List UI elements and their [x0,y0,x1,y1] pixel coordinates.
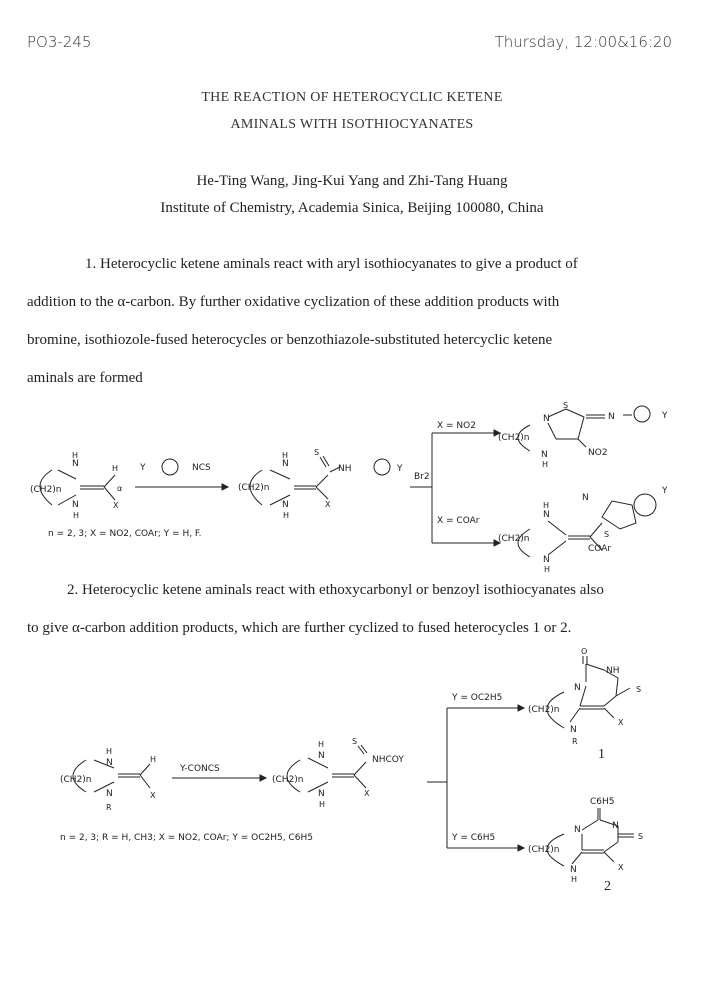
scheme-atom: H [319,800,326,809]
scheme-atom: X [325,500,331,509]
scheme-atom: S [352,737,358,746]
scheme-atom: N [72,459,79,469]
scheme-atom: N [612,821,619,831]
author-names: He-Ting Wang, Jing-Kui Yang and Zhi-Tang Huang [196,173,508,189]
scheme-atom: S [314,448,320,457]
scheme-atom: N [574,825,581,835]
scheme-atom: N [543,555,550,565]
scheme-atom: H [73,511,80,520]
product-number-2: 2 [604,879,611,894]
scheme-atom: COAr [588,544,612,554]
scheme-atom: N [541,450,548,460]
scheme-atom: N [543,414,550,424]
scheme-atom: H [283,511,290,520]
scheme-atom: S [563,401,569,410]
scheme-group: (CH2)n [528,705,560,715]
scheme-group: (CH2)n [60,775,92,785]
scheme-atom: N [318,751,325,761]
scheme-atom: H [571,875,578,884]
scheme-atom: N [543,510,550,520]
scheme-atom: N [72,500,79,510]
scheme-atom: N [570,865,577,875]
scheme-atom: N [574,683,581,693]
scheme-atom: S [604,530,610,539]
session-time: Thursday, 12:00&16:20 [494,33,672,51]
scheme-atom: N [570,725,577,735]
scheme-atom: N [106,758,113,768]
scheme-atom: Y [662,411,668,421]
scheme-group: (CH2)n [238,483,270,493]
scheme2-branch-top: Y = OC2H5 [452,693,503,703]
scheme-atom: S [638,832,644,841]
scheme-atom: N [106,789,113,799]
scheme-atom: N [318,789,325,799]
scheme-conditions: n = 2, 3; X = NO2, COAr; Y = H, F. [48,529,202,539]
scheme-atom: H [150,755,157,764]
scheme-atom: H [318,740,325,749]
scheme-reagent: NCS [192,463,211,473]
author-institute: Institute of Chemistry, Academia Sinica, Beijing 100080, China [160,200,544,216]
scheme-atom: Y [397,464,403,474]
reaction-scheme-2 [0,647,704,900]
scheme-atom: N [608,412,615,422]
scheme-atom: R [106,803,112,812]
scheme-atom: C6H5 [590,797,615,807]
reaction-scheme-1 [0,401,704,574]
scheme-atom: NO2 [588,448,608,458]
scheme-branch-top: X = NO2 [437,421,476,431]
paragraph-1-line: aminals are formed [27,370,143,386]
paragraph-2-line: to give α-carbon addition products, which are further cyclized to fused heterocycles 1 or 2. [27,620,572,636]
scheme-atom: Y [662,486,668,496]
scheme-group: (CH2)n [30,485,62,495]
product-number-1: 1 [598,747,605,762]
scheme-atom: H [543,501,550,510]
scheme-atom: X [618,718,624,727]
paragraph-1 [27,245,675,397]
paragraph-1-line: bromine, isothiozole-fused heterocycles or benzothiazole-substituted hetercyclic ketene [27,332,553,348]
scheme-group: (CH2)n [272,775,304,785]
scheme2-branch-bottom: Y = C6H5 [452,833,496,843]
title-line-1: THE REACTION OF HETEROCYCLIC KETENE [201,90,503,105]
scheme-atom: X [150,791,156,800]
scheme-atom: Y [140,463,146,473]
scheme-group: (CH2)n [498,433,530,443]
scheme2-conditions: n = 2, 3; R = H, CH3; X = NO2, COAr; Y = OC2H5, C6H5 [60,833,313,843]
title-line-2: AMINALS WITH ISOTHIOCYANATES [230,117,474,132]
scheme-atom: H [106,747,113,756]
scheme-group: (CH2)n [528,845,560,855]
paragraph-2-line: 2. Heterocyclic ketene aminals react with ethoxycarbonyl or benzoyl isothiocyanates also [67,582,604,598]
scheme-atom: H [72,451,79,460]
scheme-atom: X [364,789,370,798]
scheme-atom: X [113,501,119,510]
scheme-atom: N [582,493,589,503]
scheme-atom: S [636,685,642,694]
scheme-atom: H [282,451,289,460]
paragraph-1-line: 1. Heterocyclic ketene aminals react with aryl isothiocyanates to give a product of [85,256,578,272]
scheme-atom: N [282,459,289,469]
scheme-atom: H [112,464,119,473]
scheme-atom: O [581,647,588,656]
scheme-reagent: Y-CONCS [180,764,220,774]
scheme-atom: X [618,863,624,872]
scheme-atom: NH [606,666,620,676]
paragraph-1-line: addition to the α-carbon. By further oxidative cyclization of these addition products with [27,294,560,310]
paragraph-2 [27,571,675,647]
paper-code: PO3-245 [27,33,92,51]
scheme-atom: H [542,460,549,469]
scheme-group: (CH2)n [498,534,530,544]
scheme-atom: R [572,737,578,746]
scheme-branch-bottom: X = COAr [437,516,480,526]
scheme-reagent-br2: Br2 [414,472,430,482]
scheme-atom: H [544,565,551,574]
scheme-atom: α [117,484,123,493]
scheme-atom: NH [338,464,352,474]
scheme-atom: N [282,500,289,510]
scheme-atom: NHCOY [372,755,404,765]
